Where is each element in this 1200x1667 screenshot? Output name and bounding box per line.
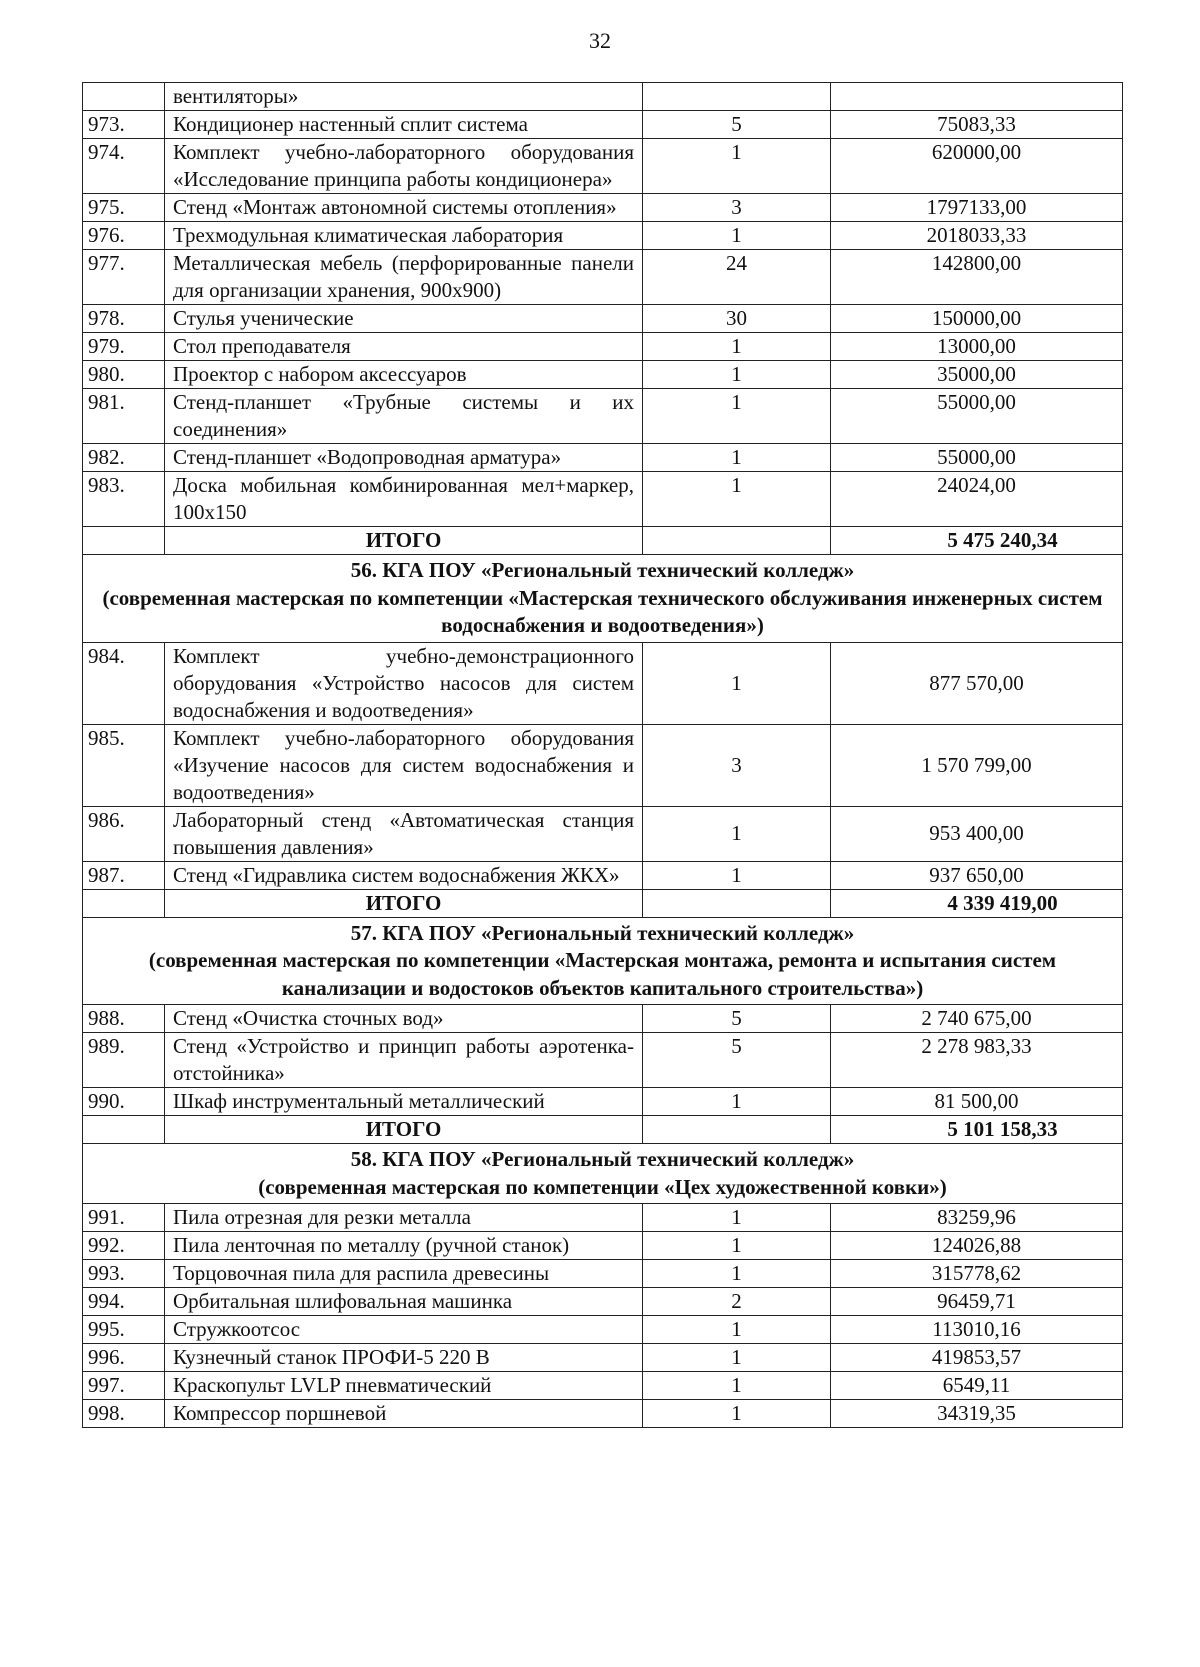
section-header (83, 1144, 1123, 1204)
row-price: 113010,16 (831, 1316, 1123, 1344)
total-label: ИТОГО (165, 889, 643, 917)
row-name: Трехмодульная климатическая лаборатория (165, 222, 643, 250)
row-name: Кондиционер настенный сплит система (165, 111, 643, 139)
row-quantity: 1 (643, 1088, 831, 1116)
table-row (83, 1372, 1123, 1400)
table-row (83, 724, 1123, 806)
section-subtitle: (современная мастерская по компетенции «Мастерская технического обслуживания инженерных систем водоснабжения и водоотведения») (102, 585, 1103, 637)
row-number: 991. (83, 1204, 165, 1232)
table-row (83, 1033, 1123, 1088)
total-row (83, 889, 1123, 917)
row-price: 35000,00 (831, 361, 1123, 389)
row-quantity: 2 (643, 1288, 831, 1316)
row-price: 2018033,33 (831, 222, 1123, 250)
row-quantity: 1 (643, 1316, 831, 1344)
section-title: 58. КГА ПОУ «Региональный технический колледж» (350, 1147, 855, 1171)
row-quantity: 5 (643, 1033, 831, 1088)
row-quantity: 1 (643, 1400, 831, 1428)
row-name: Стенд «Очистка сточных вод» (165, 1005, 643, 1033)
row-number: 998. (83, 1400, 165, 1428)
table-row (83, 806, 1123, 861)
row-number: 985. (83, 724, 165, 806)
row-number: 996. (83, 1344, 165, 1372)
row-number: 997. (83, 1372, 165, 1400)
row-name: Металлическая мебель (перфорированные панели для организации хранения, 900х900) (165, 250, 643, 305)
table-row (83, 389, 1123, 444)
table-row (83, 1344, 1123, 1372)
row-number: 974. (83, 139, 165, 194)
row-number: 992. (83, 1232, 165, 1260)
row-number: 986. (83, 806, 165, 861)
table-row (83, 83, 1123, 111)
row-quantity: 24 (643, 250, 831, 305)
row-number: 973. (83, 111, 165, 139)
row-number: 981. (83, 389, 165, 444)
table-row (83, 1260, 1123, 1288)
total-label: ИТОГО (165, 527, 643, 555)
row-name: Комплект учебно-лабораторного оборудования «Изучение насосов для систем водоснабжения и водоотведения» (165, 724, 643, 806)
row-number: 995. (83, 1316, 165, 1344)
row-name: Шкаф инструментальный металлический (165, 1088, 643, 1116)
row-price: 315778,62 (831, 1260, 1123, 1288)
row-quantity: 3 (643, 724, 831, 806)
row-quantity: 1 (643, 806, 831, 861)
row-number: 987. (83, 861, 165, 889)
row-name: Доска мобильная комбинированная мел+маркер, 100х150 (165, 472, 643, 527)
row-number: 989. (83, 1033, 165, 1088)
total-label: ИТОГО (165, 1116, 643, 1144)
row-name: Стол преподавателя (165, 333, 643, 361)
row-name: Лабораторный стенд «Автоматическая станция повышения давления» (165, 806, 643, 861)
total-row (83, 527, 1123, 555)
row-price: 2 740 675,00 (831, 1005, 1123, 1033)
table-row (83, 1400, 1123, 1428)
table-row (83, 250, 1123, 305)
table-row (83, 1232, 1123, 1260)
table-row (83, 1005, 1123, 1033)
section-header (83, 555, 1123, 643)
row-quantity: 1 (643, 444, 831, 472)
row-name: Проектор с набором аксессуаров (165, 361, 643, 389)
row-number: 975. (83, 194, 165, 222)
table-row (83, 361, 1123, 389)
row-name: Стенд «Устройство и принцип работы аэротенка-отстойника» (165, 1033, 643, 1088)
row-price: 877 570,00 (831, 642, 1123, 724)
row-price: 6549,11 (831, 1372, 1123, 1400)
row-price: 937 650,00 (831, 861, 1123, 889)
row-quantity: 1 (643, 1232, 831, 1260)
table-row (83, 1088, 1123, 1116)
row-quantity: 1 (643, 1260, 831, 1288)
row-price: 620000,00 (831, 139, 1123, 194)
equipment-table (82, 82, 1123, 1428)
row-name: Компрессор поршневой (165, 1400, 643, 1428)
row-quantity: 1 (643, 1344, 831, 1372)
row-name: Стружкоотсос (165, 1316, 643, 1344)
row-price: 1797133,00 (831, 194, 1123, 222)
table-row (83, 333, 1123, 361)
row-name: Пила отрезная для резки металла (165, 1204, 643, 1232)
section-title: 57. КГА ПОУ «Региональный технический колледж» (350, 920, 855, 945)
row-number: 988. (83, 1005, 165, 1033)
table-row (83, 305, 1123, 333)
row-quantity: 1 (643, 222, 831, 250)
row-quantity: 1 (643, 472, 831, 527)
row-price: 81 500,00 (831, 1088, 1123, 1116)
row-number: 979. (83, 333, 165, 361)
row-price: 1 570 799,00 (831, 724, 1123, 806)
row-price: 419853,57 (831, 1344, 1123, 1372)
table-row (83, 1316, 1123, 1344)
row-name: Комплект учебно-демонстрационного оборудования «Устройство насосов для систем водоснабжения и водоотведения» (165, 642, 643, 724)
row-name: Стенд «Гидравлика систем водоснабжения ЖКХ» (165, 861, 643, 889)
total-value: 4 339 419,00 (831, 889, 1123, 917)
row-price: 2 278 983,33 (831, 1033, 1123, 1088)
row-number: 977. (83, 250, 165, 305)
table-row (83, 1204, 1123, 1232)
row-quantity: 1 (643, 389, 831, 444)
table-row (83, 861, 1123, 889)
row-price: 150000,00 (831, 305, 1123, 333)
row-price: 953 400,00 (831, 806, 1123, 861)
row-number: 980. (83, 361, 165, 389)
row-name: Комплект учебно-лабораторного оборудования «Исследование принципа работы кондиционера» (165, 139, 643, 194)
row-quantity: 5 (643, 1005, 831, 1033)
row-price: 83259,96 (831, 1204, 1123, 1232)
page-number: 32 (589, 28, 611, 53)
row-number: 983. (83, 472, 165, 527)
table-row (83, 444, 1123, 472)
row-quantity: 1 (643, 333, 831, 361)
row-price: 24024,00 (831, 472, 1123, 527)
row-number: 984. (83, 642, 165, 724)
total-row (83, 1116, 1123, 1144)
row-name: Кузнечный станок ПРОФИ-5 220 В (165, 1344, 643, 1372)
row-quantity: 1 (643, 861, 831, 889)
total-value: 5 475 240,34 (831, 527, 1123, 555)
table-row (83, 194, 1123, 222)
row-number: 982. (83, 444, 165, 472)
section-subtitle: (современная мастерская по компетенции «Мастерская монтажа, ремонта и испытания систем канализации и водостоков объектов капитального строительства») (148, 948, 1057, 1000)
section-subtitle: (современная мастерская по компетенции «Цех художественной ковки») (258, 1174, 947, 1199)
row-quantity: 1 (643, 1372, 831, 1400)
section-title: 56. КГА ПОУ «Региональный технический колледж» (350, 558, 855, 582)
row-quantity: 30 (643, 305, 831, 333)
row-name: Пила ленточная по металлу (ручной станок) (165, 1232, 643, 1260)
row-quantity: 3 (643, 194, 831, 222)
row-price: 13000,00 (831, 333, 1123, 361)
row-quantity: 1 (643, 1204, 831, 1232)
row-quantity: 1 (643, 642, 831, 724)
row-quantity: 1 (643, 361, 831, 389)
row-quantity: 5 (643, 111, 831, 139)
row-number: 990. (83, 1088, 165, 1116)
section-header (83, 917, 1123, 1005)
row-price: 142800,00 (831, 250, 1123, 305)
equipment-table-wrapper (82, 82, 1122, 1428)
table-row (83, 1288, 1123, 1316)
row-price (831, 83, 1123, 111)
row-name: Краскопульт LVLP пневматический (165, 1372, 643, 1400)
row-quantity: 1 (643, 139, 831, 194)
row-number: 993. (83, 1260, 165, 1288)
row-name: вентиляторы» (165, 83, 643, 111)
table-row (83, 472, 1123, 527)
row-price: 55000,00 (831, 444, 1123, 472)
row-number: 994. (83, 1288, 165, 1316)
total-value: 5 101 158,33 (831, 1116, 1123, 1144)
row-number: 976. (83, 222, 165, 250)
row-quantity (643, 83, 831, 111)
row-name: Стулья ученические (165, 305, 643, 333)
row-name: Торцовочная пила для распила древесины (165, 1260, 643, 1288)
row-price: 124026,88 (831, 1232, 1123, 1260)
table-row (83, 222, 1123, 250)
row-price: 55000,00 (831, 389, 1123, 444)
row-price: 75083,33 (831, 111, 1123, 139)
table-row (83, 111, 1123, 139)
row-number: 978. (83, 305, 165, 333)
row-name: Стенд «Монтаж автономной системы отопления» (165, 194, 643, 222)
row-name: Стенд-планшет «Трубные системы и их соединения» (165, 389, 643, 444)
row-price: 34319,35 (831, 1400, 1123, 1428)
table-row (83, 642, 1123, 724)
table-row (83, 139, 1123, 194)
row-price: 96459,71 (831, 1288, 1123, 1316)
row-name: Стенд-планшет «Водопроводная арматура» (165, 444, 643, 472)
row-number (83, 83, 165, 111)
row-name: Орбитальная шлифовальная машинка (165, 1288, 643, 1316)
